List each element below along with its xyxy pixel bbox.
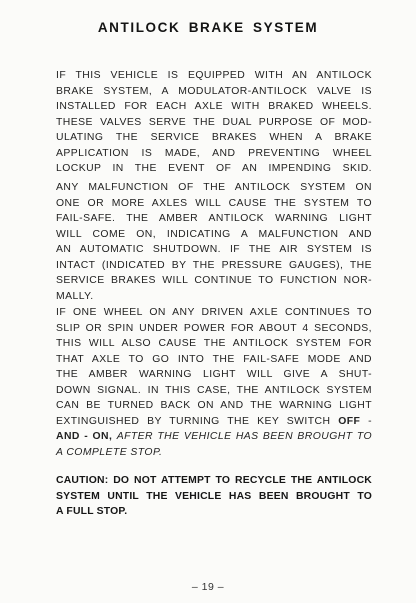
paragraph-wheel-slip xyxy=(56,305,372,460)
text-line: APPLICATION IS MADE, AND PREVENTING WHEEL xyxy=(56,147,372,159)
text-line: A COMPLETE STOP. xyxy=(56,446,163,458)
key-on-label: AND - ON, xyxy=(56,431,113,442)
text-line: DOWN SIGNAL. IN THIS CASE, THE ANTILOCK SYSTEM xyxy=(56,384,372,396)
paragraph-antilock-description xyxy=(56,68,372,177)
text-line: THAT AXLE TO GO INTO THE FAIL-SAFE MODE AND xyxy=(56,353,372,365)
line-dash: - xyxy=(368,415,372,427)
line-text: EXTINGUISHED BY TURNING THE KEY SWITCH xyxy=(56,415,331,427)
text-line: ULATING THE SERVICE BRAKES WHEN A BRAKE xyxy=(56,132,372,143)
text-line: CAN BE TURNED BACK ON AND THE WARNING LIGHT xyxy=(56,400,372,411)
text-line: LOCKUP IN THE EVENT OF AN IMPENDING SKID. xyxy=(56,163,372,174)
text-line: THE AMBER WARNING LIGHT WILL GIVE A SHUT- xyxy=(56,369,372,380)
page-title: ANTILOCK BRAKE SYSTEM xyxy=(97,20,319,35)
page-number: – 19 – xyxy=(191,581,225,593)
text-line xyxy=(56,429,372,445)
caution-notice xyxy=(56,473,372,520)
text-line: ANY MALFUNCTION OF THE ANTILOCK SYSTEM ON xyxy=(56,182,372,193)
text-line: MALLY. xyxy=(56,290,94,302)
text-line: INTACT (INDICATED BY THE PRESSURE GAUGES), THE xyxy=(56,259,372,271)
text-line: THIS WILL ALSO CAUSE THE ANTILOCK SYSTEM FOR xyxy=(56,338,372,349)
caution-line: CAUTION: DO NOT ATTEMPT TO RECYCLE THE ANTILOCK xyxy=(56,475,372,486)
text-line: FAIL-SAFE. THE AMBER ANTILOCK WARNING LIGHT xyxy=(56,213,372,224)
key-off-label: OFF xyxy=(338,415,361,427)
text-line xyxy=(56,414,372,430)
italic-text: AFTER THE VEHICLE HAS BEEN BROUGHT TO xyxy=(116,431,372,442)
text-line: SLIP OR SPIN UNDER POWER FOR ABOUT 4 SECONDS, xyxy=(56,322,372,334)
caution-line: SYSTEM UNTIL THE VEHICLE HAS BEEN BROUGHT TO xyxy=(56,490,372,502)
caution-line: A FULL STOP. xyxy=(56,506,128,517)
text-line: SERVICE BRAKES WILL CONTINUE TO FUNCTION NOR- xyxy=(56,275,372,286)
text-line: IF THIS VEHICLE IS EQUIPPED WITH AN ANTILOCK xyxy=(56,70,372,81)
text-line: INSTALLED FOR EACH AXLE WITH BRAKED WHEELS. xyxy=(56,101,372,112)
text-line: ONE OR MORE AXLES WILL CAUSE THE SYSTEM TO xyxy=(56,197,372,209)
text-line: AN AUTOMATIC SHUTDOWN. IF THE AIR SYSTEM IS xyxy=(56,244,372,255)
text-line: BRAKE SYSTEM, A MODULATOR-ANTILOCK VALVE IS xyxy=(56,85,372,97)
text-line: WILL COME ON, INDICATING A MALFUNCTION AND xyxy=(56,228,372,240)
text-line: IF ONE WHEEL ON ANY DRIVEN AXLE CONTINUES TO xyxy=(56,307,372,318)
text-line: THESE VALVES SERVE THE DUAL PURPOSE OF MOD- xyxy=(56,116,372,128)
paragraph-malfunction xyxy=(56,180,372,304)
